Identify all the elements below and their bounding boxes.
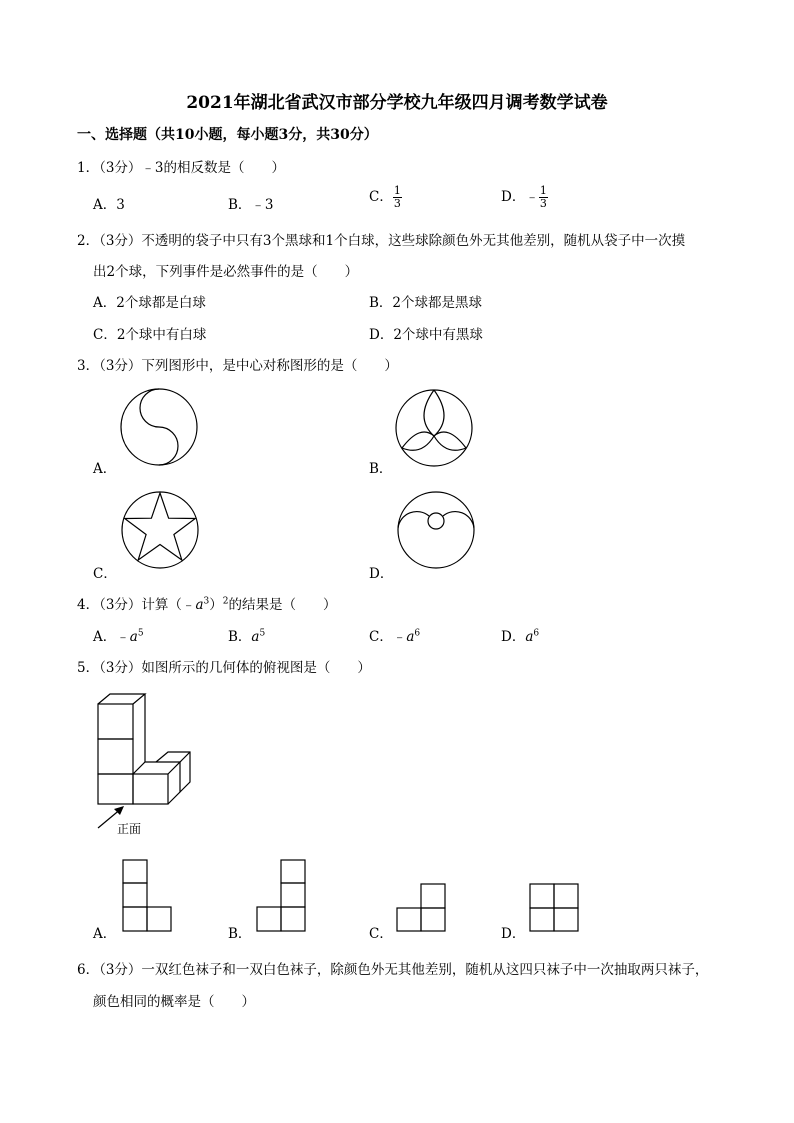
question-2-stem-line2: 出2个球，下列事件是必然事件的是（ ） xyxy=(93,264,359,280)
exponent: 3 xyxy=(203,596,210,607)
fraction-denominator: 3 xyxy=(539,197,547,210)
question-4-option-c xyxy=(369,625,420,645)
question-2-stem-line1: 2．（3分）不透明的袋子中只有3个黑球和1个白球，这些球除颜色外无其他差别，随机从袋子中一次摸 xyxy=(77,233,686,249)
question-4-option-b xyxy=(228,625,265,645)
question-2-option-b: B．2个球都是黑球 xyxy=(369,295,483,311)
exponent: 6 xyxy=(414,628,421,639)
figure-3a-yinyang xyxy=(120,388,200,468)
question-6-stem-line2: 颜色相同的概率是（ ） xyxy=(93,994,255,1010)
fraction xyxy=(393,185,402,210)
question-2-option-c: C．2个球中有白球 xyxy=(93,327,207,343)
question-5-option-d: D． xyxy=(501,926,526,942)
variable: a xyxy=(251,629,260,645)
question-5-option-a: A． xyxy=(93,926,117,942)
question-1-stem: 1．（3分）﹣3的相反数是（ ） xyxy=(77,160,286,176)
figure-5d-view xyxy=(529,883,579,933)
figure-5-solid xyxy=(90,690,200,840)
variable: a xyxy=(129,629,138,645)
figure-3b-three-arcs xyxy=(394,388,474,468)
question-3-option-c: C． xyxy=(93,566,117,582)
exponent: 2 xyxy=(222,596,229,607)
variable: a xyxy=(195,597,204,613)
question-4-stem xyxy=(77,593,336,613)
figure-3d-circle-arcs xyxy=(396,490,476,570)
question-3-stem: 3．（3分）下列图形中，是中心对称图形的是（ ） xyxy=(77,358,398,374)
question-1-option-c xyxy=(369,185,402,210)
exponent: 6 xyxy=(533,628,540,639)
option-prefix: C． xyxy=(369,189,393,205)
option-prefix: D． xyxy=(501,629,526,645)
question-2-option-d: D．2个球中有黑球 xyxy=(369,327,483,343)
question-2-option-a: A．2个球都是白球 xyxy=(93,295,206,311)
question-5-option-b: B． xyxy=(228,926,252,942)
stem-text: 的结果是（ ） xyxy=(228,597,337,613)
question-5-option-c: C． xyxy=(369,926,393,942)
front-label: 正面 xyxy=(117,822,142,836)
stem-text: 4．（3分）计算（﹣ xyxy=(77,597,196,613)
stem-text: ） xyxy=(209,597,223,613)
fraction-numerator: 1 xyxy=(393,184,401,197)
question-1-option-a: A．3 xyxy=(93,197,125,213)
question-5-stem: 5．（3分）如图所示的几何体的俯视图是（ ） xyxy=(77,660,371,676)
figure-3c-star xyxy=(120,490,200,570)
figure-5c-view xyxy=(396,883,446,933)
question-3-option-d: D． xyxy=(369,566,394,582)
variable: a xyxy=(406,629,415,645)
figure-5b-view xyxy=(256,859,306,933)
option-prefix: B． xyxy=(228,629,252,645)
fraction xyxy=(539,185,548,210)
option-prefix: C．﹣ xyxy=(369,629,407,645)
variable: a xyxy=(525,629,534,645)
question-3-option-a: A． xyxy=(93,461,117,477)
exponent: 5 xyxy=(137,628,144,639)
exponent: 5 xyxy=(259,628,266,639)
question-4-option-d xyxy=(501,625,539,645)
question-1-option-b: B．﹣3 xyxy=(228,197,274,213)
fraction-denominator: 3 xyxy=(393,197,401,210)
question-4-option-a xyxy=(93,625,144,645)
figure-5a-view xyxy=(122,859,172,933)
question-6-stem-line1: 6．（3分）一双红色袜子和一双白色袜子，除颜色外无其他差别，随机从这四只袜子中一次抽取两只袜子， xyxy=(77,962,709,978)
option-prefix: D．﹣ xyxy=(501,189,539,205)
section-heading: 一、选择题（共10小题，每小题3分，共30分） xyxy=(77,127,378,143)
option-prefix: A．﹣ xyxy=(93,629,130,645)
question-1-option-d xyxy=(501,185,548,210)
fraction-numerator: 1 xyxy=(539,184,547,197)
question-3-option-b: B． xyxy=(369,461,393,477)
page-title: 2021年湖北省武汉市部分学校九年级四月调考数学试卷 xyxy=(186,93,608,113)
